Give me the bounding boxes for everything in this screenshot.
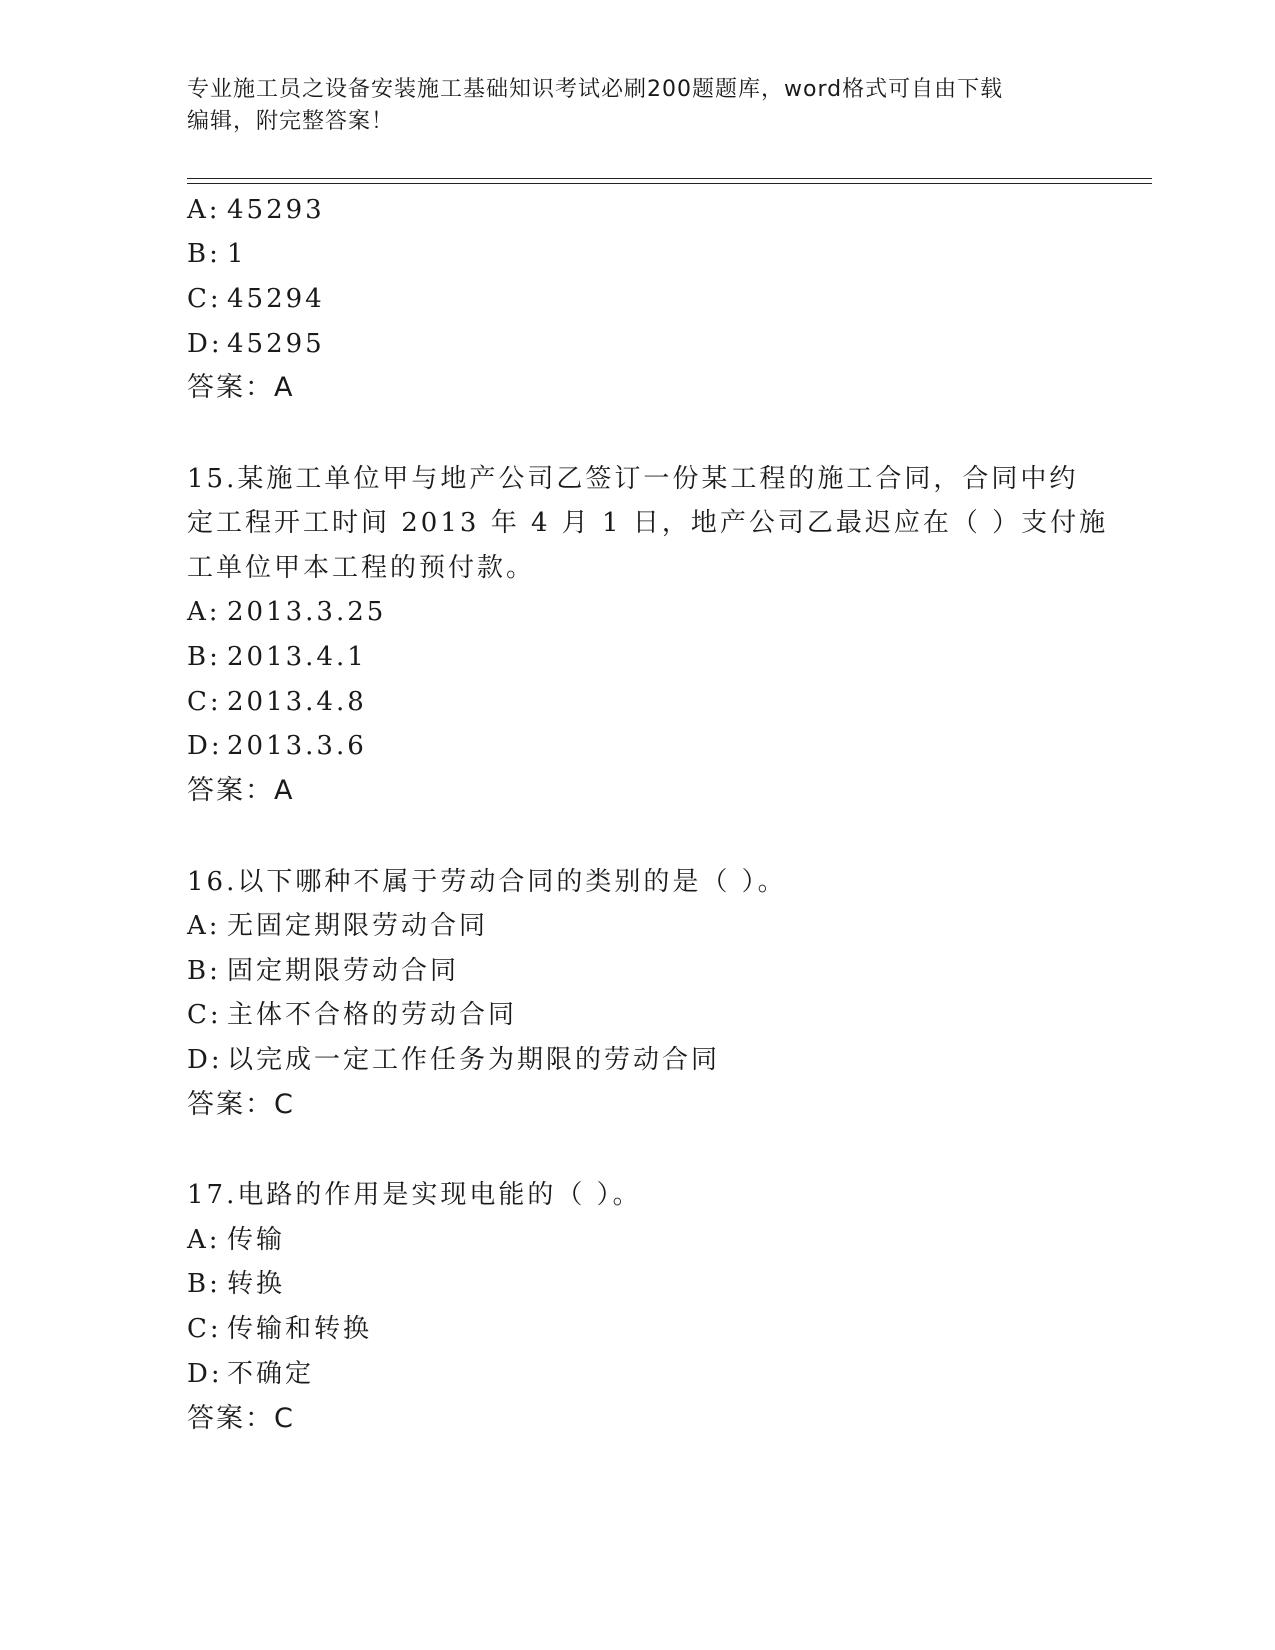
question-stem: 定工程开工时间 2013 年 4 月 1 日，地产公司乙最迟应在（ ）支付施 <box>187 508 1109 538</box>
option-text: 无固定期限劳动合同 <box>227 911 489 941</box>
option-label: D: <box>187 731 223 761</box>
option-row <box>187 596 386 628</box>
header-title-line-1: 专业施工员之设备安装施工基础知识考试必刷200题题库，word格式可自由下载 <box>187 77 1004 102</box>
option-row <box>187 328 325 360</box>
option-label: A: <box>187 1225 221 1255</box>
option-row <box>187 238 247 270</box>
option-row <box>187 1313 372 1345</box>
option-text: 45293 <box>227 195 325 225</box>
header-divider-bottom <box>187 183 1152 184</box>
option-row <box>187 641 367 673</box>
option-text: 固定期限劳动合同 <box>227 956 460 986</box>
answer-line: 答案：A <box>187 372 295 403</box>
answer-line: 答案：A <box>187 775 295 806</box>
option-text: 不确定 <box>227 1359 315 1389</box>
question-stem: 16.以下哪种不属于劳动合同的类别的是（ ）。 <box>187 867 787 897</box>
option-text: 2013.4.8 <box>227 687 367 717</box>
answer-line: 答案：C <box>187 1089 295 1120</box>
option-row <box>187 999 517 1031</box>
option-label: B: <box>187 642 221 672</box>
option-label: D: <box>187 1045 223 1075</box>
option-row <box>187 194 325 226</box>
option-label: A: <box>187 597 221 627</box>
question-stem: 工单位甲本工程的预付款。 <box>187 553 536 583</box>
option-row <box>187 730 367 762</box>
option-row <box>187 1044 720 1076</box>
option-text: 45294 <box>227 284 325 314</box>
option-row <box>187 910 488 942</box>
option-label: C: <box>187 1314 222 1344</box>
option-label: B: <box>187 239 221 269</box>
option-row <box>187 955 459 987</box>
option-text: 45295 <box>227 329 325 359</box>
option-text: 主体不合格的劳动合同 <box>227 1000 518 1030</box>
option-row <box>187 283 325 315</box>
option-label: A: <box>187 195 221 225</box>
question-stem: 17.电路的作用是实现电能的（ ）。 <box>187 1180 642 1210</box>
option-row <box>187 1358 314 1390</box>
option-text: 传输 <box>227 1225 286 1255</box>
option-label: D: <box>187 1359 223 1389</box>
option-row <box>187 686 367 718</box>
header-title-line-2: 编辑，附完整答案！ <box>187 109 395 134</box>
option-text: 2013.3.6 <box>227 731 367 761</box>
option-label: D: <box>187 329 223 359</box>
option-text: 以完成一定工作任务为期限的劳动合同 <box>227 1045 721 1075</box>
option-text: 传输和转换 <box>227 1314 373 1344</box>
header-divider-top <box>187 178 1152 179</box>
document-header <box>187 74 1067 138</box>
option-text: 2013.4.1 <box>227 642 367 672</box>
option-label: C: <box>187 284 222 314</box>
option-label: A: <box>187 911 221 941</box>
answer-line: 答案：C <box>187 1403 295 1434</box>
option-text: 2013.3.25 <box>227 597 387 627</box>
option-row <box>187 1224 285 1256</box>
option-label: B: <box>187 1269 221 1299</box>
option-label: B: <box>187 956 221 986</box>
option-text: 1 <box>227 239 247 269</box>
question-stem: 15.某施工单位甲与地产公司乙签订一份某工程的施工合同，合同中约 <box>187 464 1079 494</box>
option-label: C: <box>187 687 222 717</box>
option-label: C: <box>187 1000 222 1030</box>
option-row <box>187 1268 285 1300</box>
option-text: 转换 <box>227 1269 286 1299</box>
